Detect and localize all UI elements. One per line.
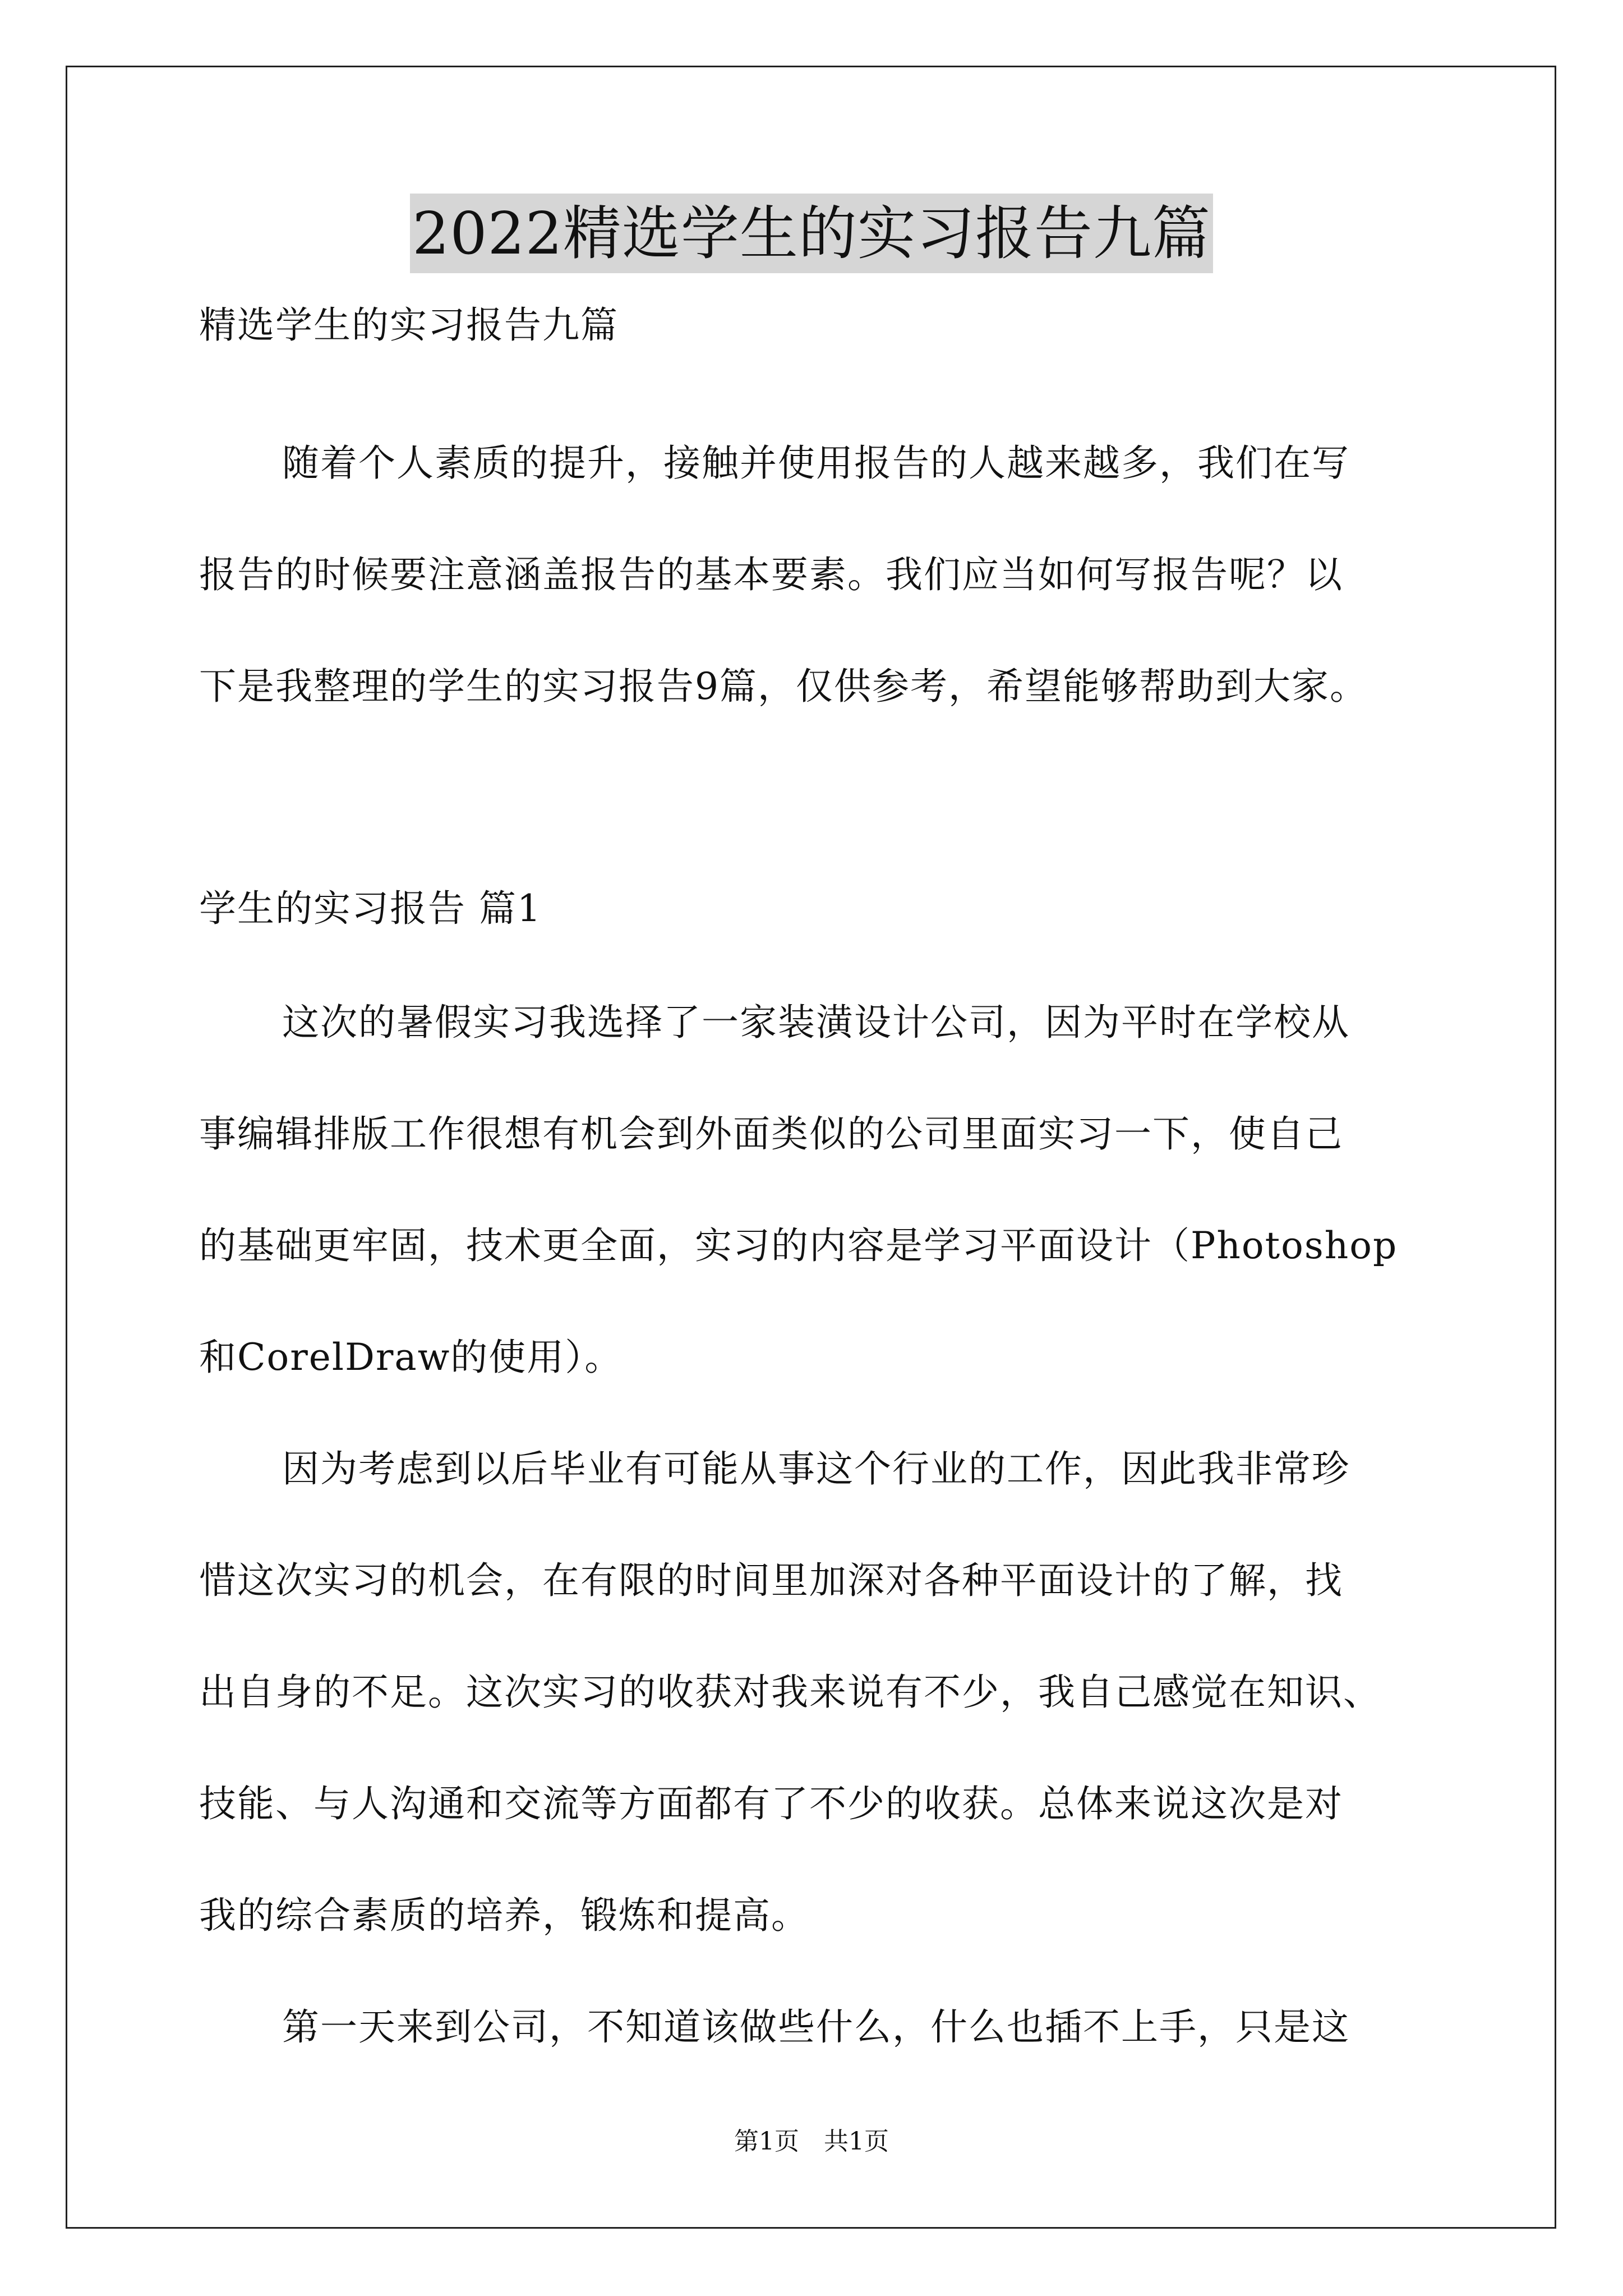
- paragraph-line: 第一天来到公司，不知道该做些什么，什么也插不上手，只是这: [282, 2005, 1350, 2049]
- paragraph-line: 技能、与人沟通和交流等方面都有了不少的收获。总体来说这次是对: [199, 1782, 1343, 1825]
- paragraph-line: 下是我整理的学生的实习报告9篇，仅供参考，希望能够帮助到大家。: [199, 665, 1368, 708]
- paragraph-line: 报告的时候要注意涵盖报告的基本要素。我们应当如何写报告呢？以: [199, 553, 1343, 596]
- page-footer: 第1页 共1页: [734, 2127, 889, 2156]
- document-title: 2022精选学生的实习报告九篇: [410, 194, 1213, 273]
- paragraph-line: 这次的暑假实习我选择了一家装潢设计公司，因为平时在学校从: [282, 1001, 1350, 1044]
- subtitle-line: 精选学生的实习报告九篇: [199, 303, 619, 347]
- paragraph-line: 惜这次实习的机会，在有限的时间里加深对各种平面设计的了解，找: [199, 1559, 1343, 1602]
- paragraph-line: 因为考虑到以后毕业有可能从事这个行业的工作，因此我非常珍: [282, 1447, 1350, 1490]
- paragraph-line: 和CorelDraw的使用）。: [199, 1336, 623, 1379]
- paragraph-line: 出自身的不足。这次实习的收获对我来说有不少，我自己感觉在知识、: [199, 1671, 1381, 1714]
- section-heading: 学生的实习报告 篇1: [199, 887, 542, 930]
- paragraph-line: 的基础更牢固，技术更全面，实习的内容是学习平面设计（Photoshop: [199, 1224, 1398, 1267]
- title-container: [0, 194, 1623, 273]
- paragraph-line: 随着个人素质的提升，接触并使用报告的人越来越多，我们在写: [282, 441, 1350, 485]
- paragraph-line: 事编辑排版工作很想有机会到外面类似的公司里面实习一下，使自己: [199, 1112, 1343, 1156]
- paragraph-line: 我的综合素质的培养，锻炼和提高。: [199, 1894, 809, 1937]
